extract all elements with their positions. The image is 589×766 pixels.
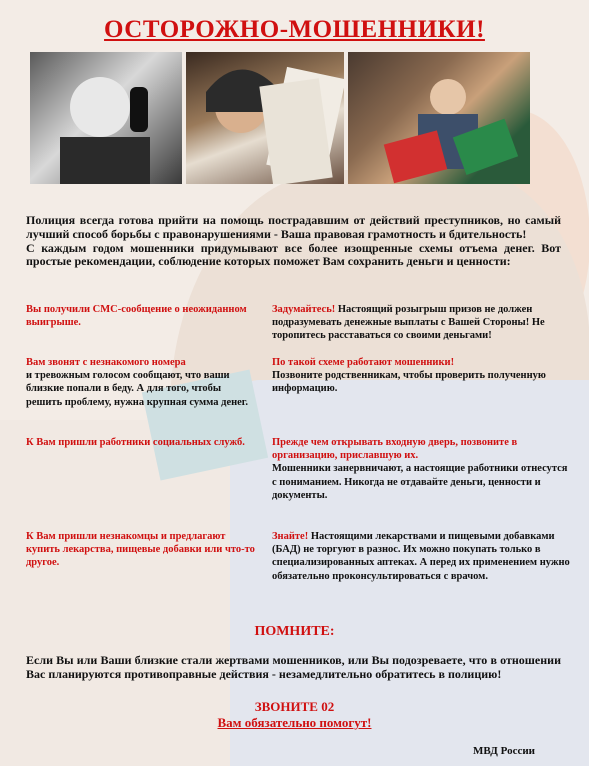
- photo-strip: [30, 52, 560, 184]
- advice-2-red: По такой схеме работают мошенники!: [272, 357, 455, 368]
- photo-elderly-woman-on-phone: [30, 52, 182, 184]
- advice-3: [272, 436, 572, 502]
- advice-4: [272, 530, 572, 583]
- advice-3-text: Мошенники занервничают, а настоящие работники отнесутся с пониманием. Никогда не отдавайте деньги, ценности и документы.: [272, 463, 568, 501]
- photo-elderly-woman-with-gift-boxes: [348, 52, 530, 184]
- situation-3-red: К Вам пришли работники социальных служб.: [26, 437, 245, 448]
- advice-4-text: Настоящими лекарствами и пищевыми добавками (БАД) не торгуют в разнос. Их можно покупать только в специализированных аптеках. А перед их применением нужно обязательно проконсультироваться с врачом.: [272, 531, 570, 582]
- situation-1: [26, 303, 256, 329]
- situation-2: [26, 356, 256, 409]
- call-block: [0, 699, 589, 731]
- advice-2: [272, 356, 572, 396]
- advice-4-red: Знайте!: [272, 531, 309, 542]
- remember-heading: ПОМНИТЕ:: [254, 624, 335, 639]
- signature: МВД России: [473, 745, 536, 757]
- intro-paragraph-2: С каждым годом мошенники придумывают все более изощренные схемы отъема денег. Вот простые рекомендации, соблюдение которых поможет Вам сохранить деньги и ценности:: [26, 240, 561, 269]
- intro-paragraph-1: Полиция всегда готова прийти на помощь пострадавшим от действий преступников, но самый лучший способ борьбы с правонарушениями - Ваша правовая грамотность и бдительность!: [26, 213, 561, 241]
- situation-3: [26, 436, 256, 449]
- advice-3-red: Прежде чем открывать входную дверь, позвоните в организацию, приславшую их.: [272, 437, 518, 462]
- situation-4-red: К Вам пришли незнакомцы и предлагают купить лекарства, пищевые добавки или что-то другое.: [26, 531, 255, 569]
- situation-1-red: Вы получили СМС-сообщение о неожиданном выигрыше.: [26, 304, 247, 329]
- advice-2-text: Позвоните родственникам, чтобы проверить полученную информацию.: [272, 370, 546, 395]
- poster-title: ОСТОРОЖНО-МОШЕННИКИ!: [104, 16, 485, 43]
- help-promise: Вам обязательно помогут!: [217, 715, 372, 730]
- advice-1-text: Настоящий розыгрыш призов не должен подразумевать денежные выплаты с Вашей Стороны! Не торопитесь расставаться со своими деньгами!: [272, 304, 545, 342]
- intro-text: [26, 214, 561, 269]
- photo-elderly-woman-with-banknotes: [186, 52, 344, 184]
- situation-2-red: Вам звонят с незнакомого номера: [26, 357, 186, 368]
- outro-text: Если Вы или Ваши близкие стали жертвами мошенников, или Вы подозреваете, что в отношении Вас планируются противоправные действия - незамедлительно обратитесь в полицию!: [26, 653, 561, 681]
- situation-4: [26, 530, 256, 570]
- call-number: ЗВОНИТЕ 02: [254, 699, 335, 714]
- advice-1-red: Задумайтесь!: [272, 304, 336, 315]
- situation-2-text: и тревожным голосом сообщают, что ваши близкие попали в беду. А для того, чтобы решить проблему, нужна крупная сумма денег.: [26, 370, 249, 408]
- advice-1: [272, 303, 572, 343]
